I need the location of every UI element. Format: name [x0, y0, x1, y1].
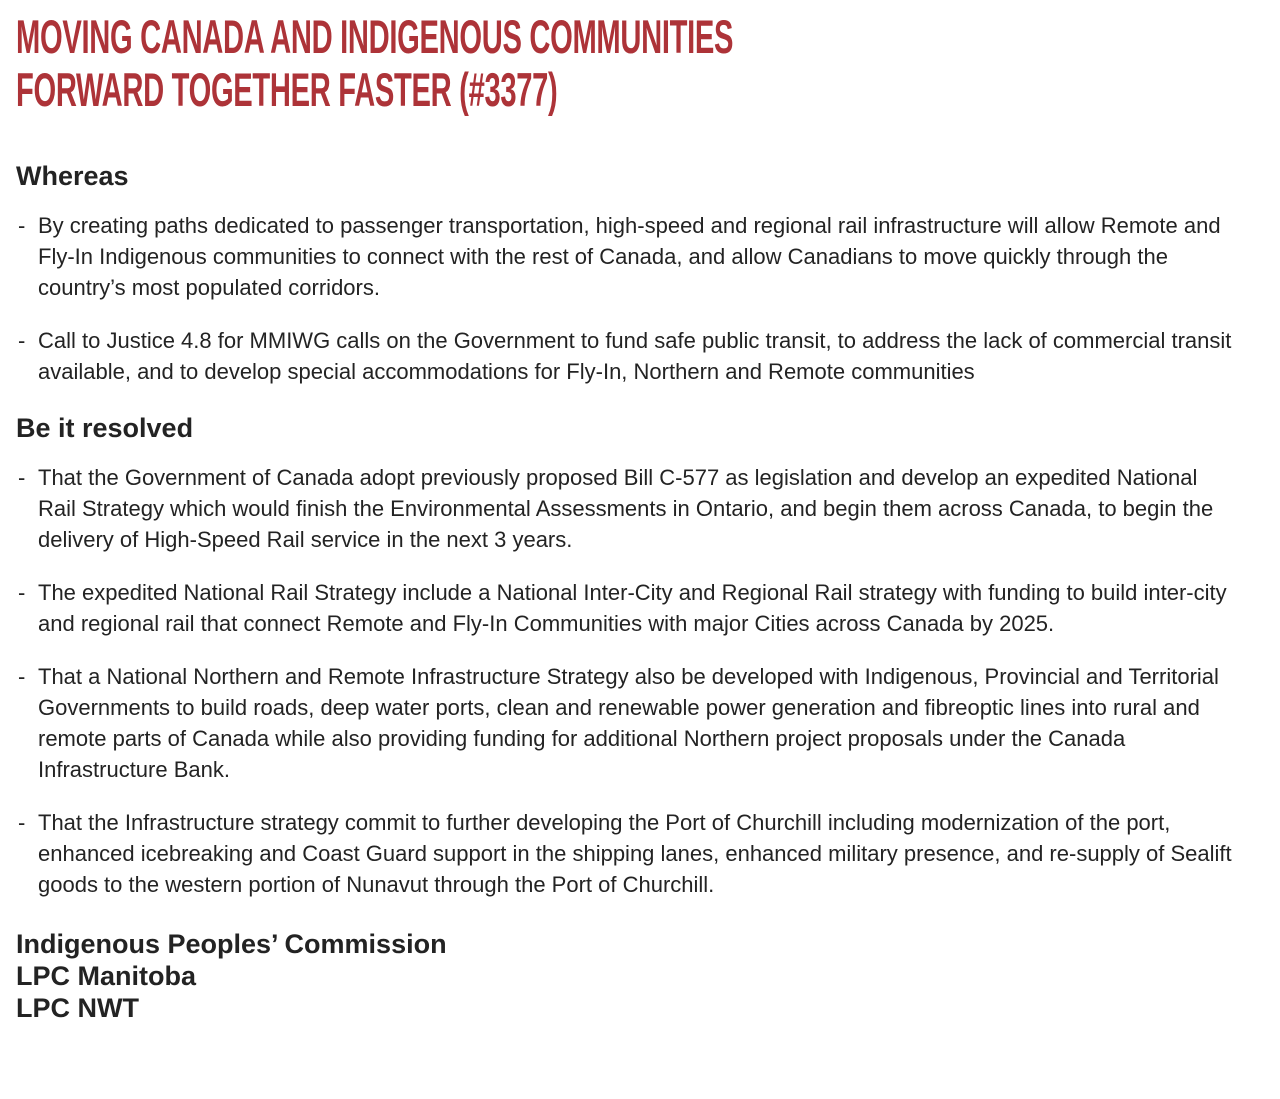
bullet-text: By creating paths dedicated to passenger transportation, high-speed and regional rail infrastructure will allow Remote and Fly-In Indigenous communities to connect with the rest of Canada, and allow Canadians to move quickly through the country’s most populated corridors. [38, 213, 1221, 300]
page-title-line-1: MOVING CANADA AND INDIGENOUS COMMUNITIES [16, 10, 734, 63]
bullet-dash: - [18, 580, 26, 605]
footer-line-commission: Indigenous Peoples’ Commission [16, 929, 447, 959]
bullet-text: Call to Justice 4.8 for MMIWG calls on the Government to fund safe public transit, to address the lack of commercial transit available, and to develop special accommodations for Fly-In, Northern and Remote communities [38, 328, 1232, 384]
bullet-item [16, 807, 1240, 900]
bullet-item [16, 325, 1240, 387]
bullet-dash: - [18, 664, 26, 689]
bullet-dash: - [18, 213, 26, 238]
bullet-text: The expedited National Rail Strategy include a National Inter-City and Regional Rail strategy with funding to build inter-city and regional rail that connect Remote and Fly-In Communities with major Cities across Canada by 2025. [38, 580, 1227, 636]
bullet-item [16, 210, 1240, 303]
bullet-item [16, 462, 1240, 555]
bullet-text: That the Government of Canada adopt previously proposed Bill C-577 as legislation and develop an expedited National Rail Strategy which would finish the Environmental Assessments in Ontario, and begin them across Canada, to begin the delivery of High-Speed Rail service in the next 3 years. [38, 465, 1214, 552]
page-title [16, 10, 1240, 116]
page-title-line-2: FORWARD TOGETHER FASTER (#3377) [16, 63, 558, 116]
bullet-dash: - [18, 810, 26, 835]
section-heading-be-it-resolved: Be it resolved [16, 413, 194, 443]
bullet-dash: - [18, 465, 26, 490]
bullet-dash: - [18, 328, 26, 353]
footer-line-lpc-manitoba: LPC Manitoba [16, 961, 196, 991]
section-heading-whereas: Whereas [16, 161, 129, 191]
footer-line-lpc-nwt: LPC NWT [16, 993, 139, 1023]
submitting-bodies [16, 928, 1240, 1024]
bullet-item [16, 661, 1240, 785]
bullet-text: That the Infrastructure strategy commit to further developing the Port of Churchill including modernization of the port, enhanced icebreaking and Coast Guard support in the shipping lanes, enhanced military presence, and re-supply of Sealift goods to the western portion of Nunavut through the Port of Churchill. [38, 810, 1232, 897]
bullet-item [16, 577, 1240, 639]
bullet-text: That a National Northern and Remote Infrastructure Strategy also be developed with Indigenous, Provincial and Territorial Governments to build roads, deep water ports, clean and renewable power generation and fibreoptic lines into rural and remote parts of Canada while also providing funding for additional Northern project proposals under the Canada Infrastructure Bank. [38, 664, 1219, 782]
